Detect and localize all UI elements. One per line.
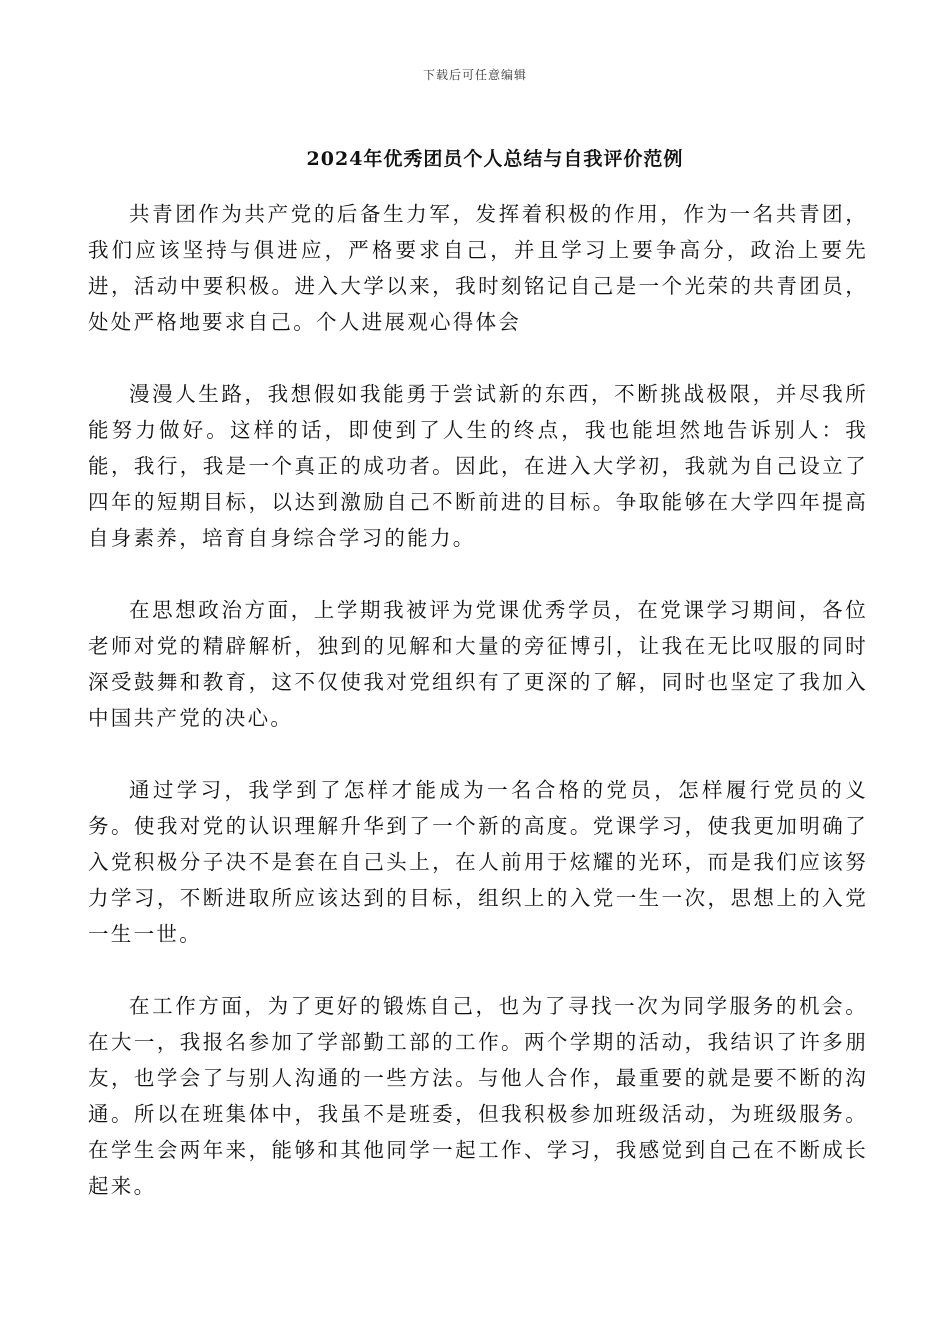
header-note: 下载后可任意编辑 — [422, 68, 527, 82]
paragraph-2: 漫漫人生路，我想假如我能勇于尝试新的东西，不断挑战极限，并尽我所能努力做好。这样的话，即使到了人生的终点，我也能坦然地告诉别人：我能，我行，我是一个真正的成功者。因此，在进入大学初，我就为自己设立了四年的短期目标，以达到激励自己不断前进的目标。争取能够在大学四年提高自身素养，培育自身综合学习的能力。 — [88, 382, 868, 550]
document-title: 2024年优秀团员个人总结与自我评价范例 — [306, 148, 684, 170]
document-body — [88, 196, 868, 1240]
paragraph-5: 在工作方面，为了更好的锻炼自己，也为了寻找一次为同学服务的机会。在大一，我报名参加了学部勤工部的工作。两个学期的活动，我结识了许多朋友，也学会了与别人沟通的一些方法。与他人合作，最重要的就是要不断的沟通。所以在班集体中，我虽不是班委，但我积极参加班级活动，为班级服务。在学生会两年来，能够和其他同学一起工作、学习，我感觉到自己在不断成长起来。 — [88, 994, 868, 1198]
paragraph-3: 在思想政治方面，上学期我被评为党课优秀学员，在党课学习期间，各位老师对党的精辟解析，独到的见解和大量的旁征博引，让我在无比叹服的同时深受鼓舞和教育，这不仅使我对党组织有了更深的了解，同时也坚定了我加入中国共产党的决心。 — [88, 598, 868, 730]
paragraph-4: 通过学习，我学到了怎样才能成为一名合格的党员，怎样履行党员的义务。使我对党的认识理解升华到了一个新的高度。党课学习，使我更加明确了入党积极分子决不是套在自己头上，在人前用于炫耀的光环，而是我们应该努力学习，不断进取所应该达到的目标，组织上的入党一生一次，思想上的入党一生一世。 — [88, 778, 868, 946]
paragraph-1: 共青团作为共产党的后备生力军，发挥着积极的作用，作为一名共青团，我们应该坚持与俱进应，严格要求自己，并且学习上要争高分，政治上要先进，活动中要积极。进入大学以来，我时刻铭记自己是一个光荣的共青团员，处处严格地要求自己。个人进展观心得体会 — [88, 202, 868, 334]
